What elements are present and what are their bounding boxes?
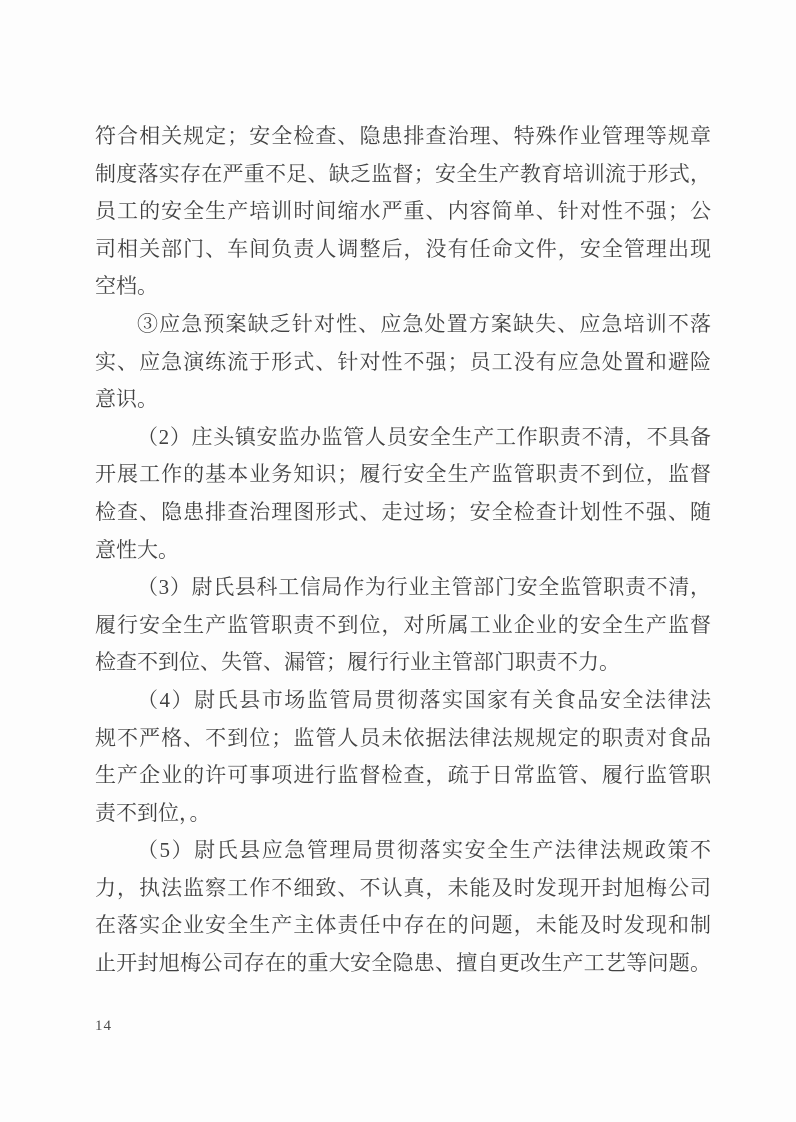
- text-line: 责不到位，。: [95, 800, 211, 825]
- text-line: 意识。: [95, 387, 158, 412]
- paragraph-item-5: [95, 832, 711, 982]
- text-line: 空档。: [95, 274, 158, 299]
- text-line: （3）尉氏县科工信局作为行业主管部门安全监管职责不清，: [137, 575, 711, 600]
- paragraph-item-4: [95, 682, 711, 832]
- paragraph-item-3: [95, 569, 711, 682]
- text-line: 符合相关规定；安全检查、隐患排查治理、特殊作业管理等规章: [95, 124, 711, 148]
- text-line: 规不严格、不到位；监管人员未依据法律法规规定的职责对食品: [95, 725, 711, 750]
- text-line: 止开封旭梅公司存在的重大安全隐患、擅自更改生产工艺等问题。: [95, 951, 711, 976]
- document-body: [95, 118, 711, 983]
- paragraph-item-2: [95, 419, 711, 569]
- text-line: （2）庄头镇安监办监管人员安全生产工作职责不清，不具备: [137, 424, 711, 449]
- text-line: 在落实企业安全生产主体责任中存在的问题，未能及时发现和制: [95, 913, 711, 938]
- text-line: 开展工作的基本业务知识；履行安全生产监管职责不到位，监督: [95, 462, 711, 487]
- text-line: 意性大。: [95, 537, 179, 562]
- page-number: 14: [95, 1018, 112, 1034]
- text-line: 检查、隐患排查治理图形式、走过场；安全检查计划性不强、随: [95, 499, 711, 524]
- paragraph-item-3-circled: [95, 306, 711, 419]
- text-line: ③应急预案缺乏针对性、应急处置方案缺失、应急培训不落: [137, 311, 711, 336]
- text-line: 制度落实存在严重不足、缺乏监督；安全生产教育培训流于形式，: [95, 161, 711, 186]
- text-line: （4）尉氏县市场监管局贯彻落实国家有关食品安全法律法: [137, 687, 711, 712]
- text-line: 司相关部门、车间负责人调整后，没有任命文件，安全管理出现: [95, 236, 711, 261]
- text-line: 生产企业的许可事项进行监督检查，疏于日常监管、履行监管职: [95, 763, 711, 788]
- text-line: （5）尉氏县应急管理局贯彻落实安全生产法律法规政策不: [137, 838, 711, 863]
- text-line: 实、应急演练流于形式、针对性不强；员工没有应急处置和避险: [95, 349, 711, 374]
- text-line: 力，执法监察工作不细致、不认真，未能及时发现开封旭梅公司: [95, 875, 711, 900]
- paragraph-continuation: [95, 118, 711, 306]
- text-line: 员工的安全生产培训时间缩水严重、内容简单、针对性不强；公: [95, 199, 711, 224]
- text-line: 履行安全生产监管职责不到位，对所属工业企业的安全生产监督: [95, 612, 711, 637]
- text-line: 检查不到位、失管、漏管；履行行业主管部门职责不力。: [95, 650, 620, 675]
